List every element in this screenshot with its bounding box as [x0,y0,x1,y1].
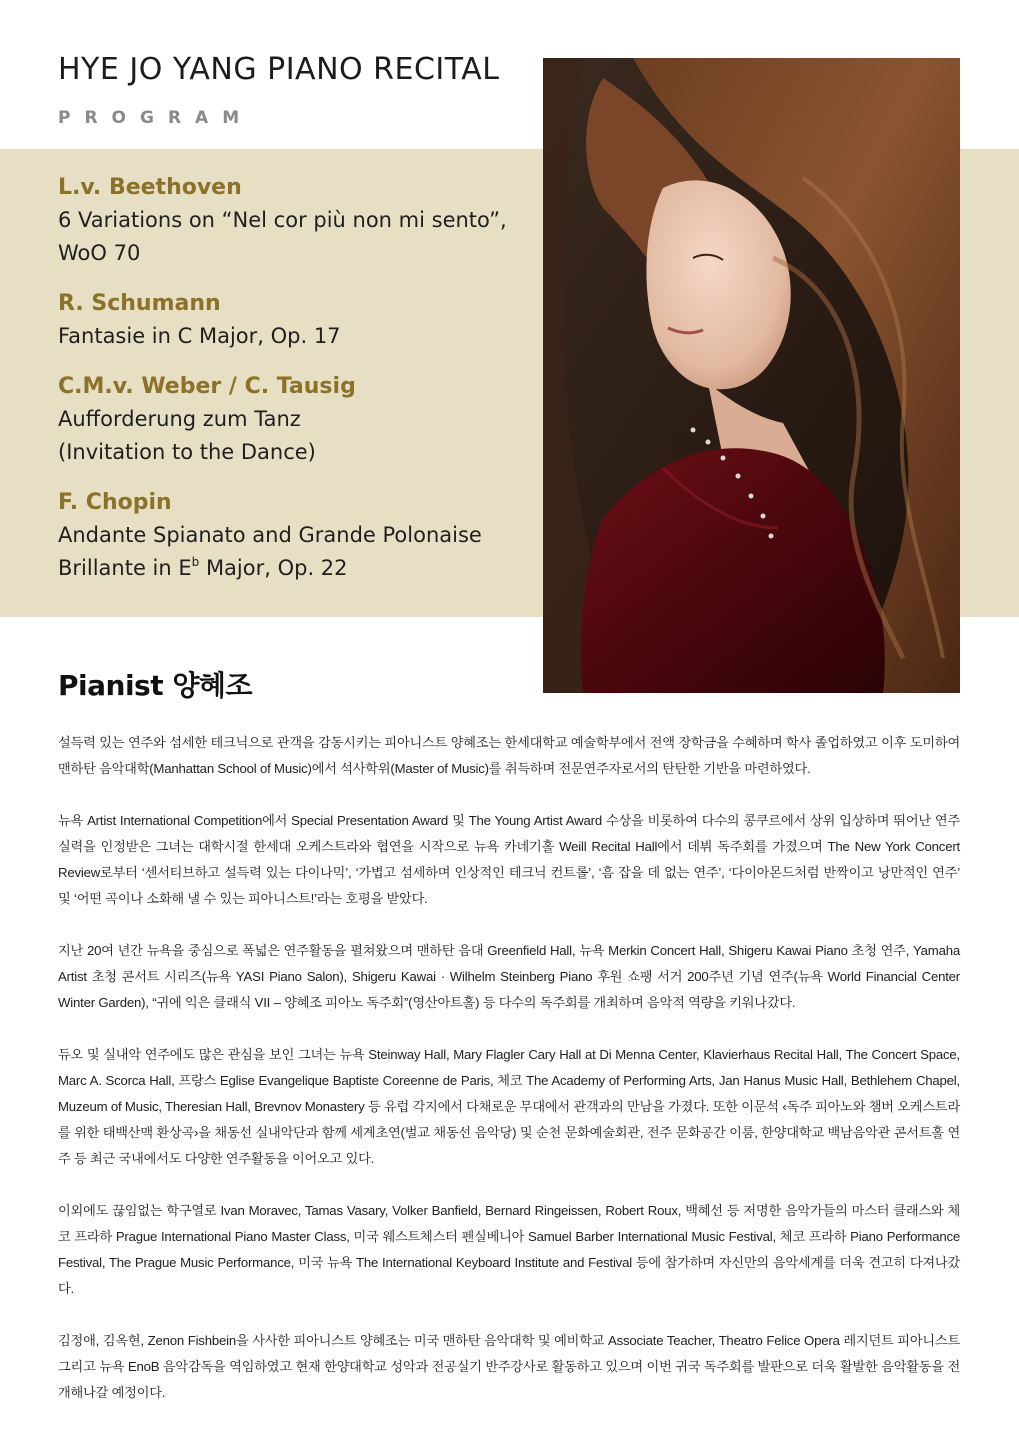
work-title-line: (Invitation to the Dance) [58,440,316,464]
bio-paragraph: 듀오 및 실내악 연주에도 많은 관심을 보인 그녀는 뉴욕 Steinway Hall, Mary Flagler Cary Hall at Di Menna Center, Klavierhaus Recital Hall, The Concert Space, Marc A. Scorca Hall, 프랑스 Eglise Evangelique Baptiste Coreenne de Paris, 체코 The Academy of Performing Arts, Jan Hanus Music Hall, Bethlehem Chapel, Muzeum of Music, Theresian Hall, Brevnov Monastery 등 유럽 각지에서 다채로운 무대에서 관객과의 만남을 가졌다. 또한 이문석 ‹독주 피아노와 챔버 오케스트라를 위한 태백산맥 환상곡›을 채동선 실내악단과 함께 세계초연(벌교 채동선 음악당) 및 순천 문화예술회관, 전주 문화공간 이룸, 한양대학교 백남음악관 콘서트홀 연주 등 최근 국내에서도 다양한 연주활동을 이어오고 있다. [58,1047,960,1166]
page-title: HYE JO YANG PIANO RECITAL [58,52,500,87]
program-item [58,487,538,585]
composer-name: L.v. Beethoven [58,175,242,200]
bio-paragraph: 이외에도 끊임없는 학구열로 Ivan Moravec, Tamas Vasary, Volker Banfield, Bernard Ringeissen, Robert Roux, 백혜선 등 저명한 음악가들의 마스터 클래스와 체코 프라하 Prague International Piano Master Class, 미국 웨스트체스터 펜실베니아 Samuel Barber International Music Festival, 체코 프라하 Piano Performance Festival, The Prague Music Performance, 미국 뉴욕 The International Keyboard Institute and Festival 등에 참가하며 자신만의 음악세계를 더욱 견고히 다져나갔다. [58,1203,960,1296]
bio-paragraph: 김정애, 김옥현, Zenon Fishbein을 사사한 피아니스트 양혜조는 미국 맨하탄 음악대학 및 예비학교 Associate Teacher, Theatro Felice Opera 레지던트 피아니스트 그리고 뉴욕 EnoB 음악감독을 역임하였고 현재 한양대학교 성악과 전공실기 반주강사로 활동하고 있으며 이번 귀국 독주회를 발판으로 더욱 활발한 음악활동을 전개해나갈 예정이다. [58,1333,960,1400]
work-title-line [58,552,538,585]
work-title-line: Andante Spianato and Grande Polonaise [58,523,482,547]
pianist-portrait-photo [543,58,960,693]
bio-paragraph: 지난 20여 년간 뉴욕을 중심으로 폭넓은 연주활동을 펼쳐왔으며 맨하탄 음대 Greenfield Hall, 뉴욕 Merkin Concert Hall, Shigeru Kawai Piano 초청 연주, Yamaha Artist 초청 콘서트 시리즈(뉴욕 YASI Piano Salon), Shigeru Kawai · Wilhelm Steinberg Piano 후원 쇼팽 서거 200주년 기념 연주(뉴욕 World Financial Center Winter Garden), “귀에 익은 클래식 VII – 양혜조 피아노 독주회”(영산아트홀) 등 다수의 독주회를 개최하며 음악적 역량을 키워나갔다. [58,943,960,1010]
bio-paragraph: 뉴욕 Artist International Competition에서 Special Presentation Award 및 The Young Artist Award 수상을 비롯하여 다수의 콩쿠르에서 상위 입상하며 뛰어난 연주 실력을 인정받은 그녀는 대학시절 한세대 오케스트라와 협연을 시작으로 뉴욕 카네기홀 Weill Recital Hall에서 데뷔 독주회를 가졌으며 The New York Concert Review로부터 ‘센서티브하고 설득력 있는 다이나믹’, ‘가볍고 섬세하며 인상적인 테크닉 컨트롤’, ‘흠 잡을 데 없는 연주’, ‘다이아몬드처럼 반짝이고 낭만적인 연주’ 및 ‘어떤 곡이나 소화해 낼 수 있는 피아니스트!’라는 호평을 받았다. [58,813,960,906]
bio-section [58,730,960,1432]
composer-name: C.M.v. Weber / C. Tausig [58,374,356,399]
work-title-line: 6 Variations on “Nel cor più non mi sento”, [58,208,507,232]
bio-paragraph: 설득력 있는 연주와 섬세한 테크닉으로 관객을 감동시키는 피아니스트 양혜조는 한세대학교 예술학부에서 전액 장학금을 수혜하며 학사 졸업하였고 이후 도미하여 맨하탄 음악대학(Manhattan School of Music)에서 석사학위(Master of Music)를 취득하며 전문연주자로서의 탄탄한 기반을 마련하였다. [58,735,960,776]
work-title-text: Major, Op. 22 [199,556,348,580]
composer-name: R. Schumann [58,291,221,316]
program-item [58,288,538,353]
program-list [58,172,538,603]
program-subtitle: PROGRAM [58,108,254,128]
bio-heading: Pianist 양혜조 [58,669,252,702]
program-item [58,172,538,270]
flat-superscript: b [191,555,200,569]
work-title-line: Fantasie in C Major, Op. 17 [58,324,341,348]
composer-name: F. Chopin [58,490,172,515]
program-item [58,371,538,469]
work-title-text: Brillante in E [58,556,192,580]
work-title-line: Aufforderung zum Tanz [58,407,301,431]
work-title-line: WoO 70 [58,241,141,265]
